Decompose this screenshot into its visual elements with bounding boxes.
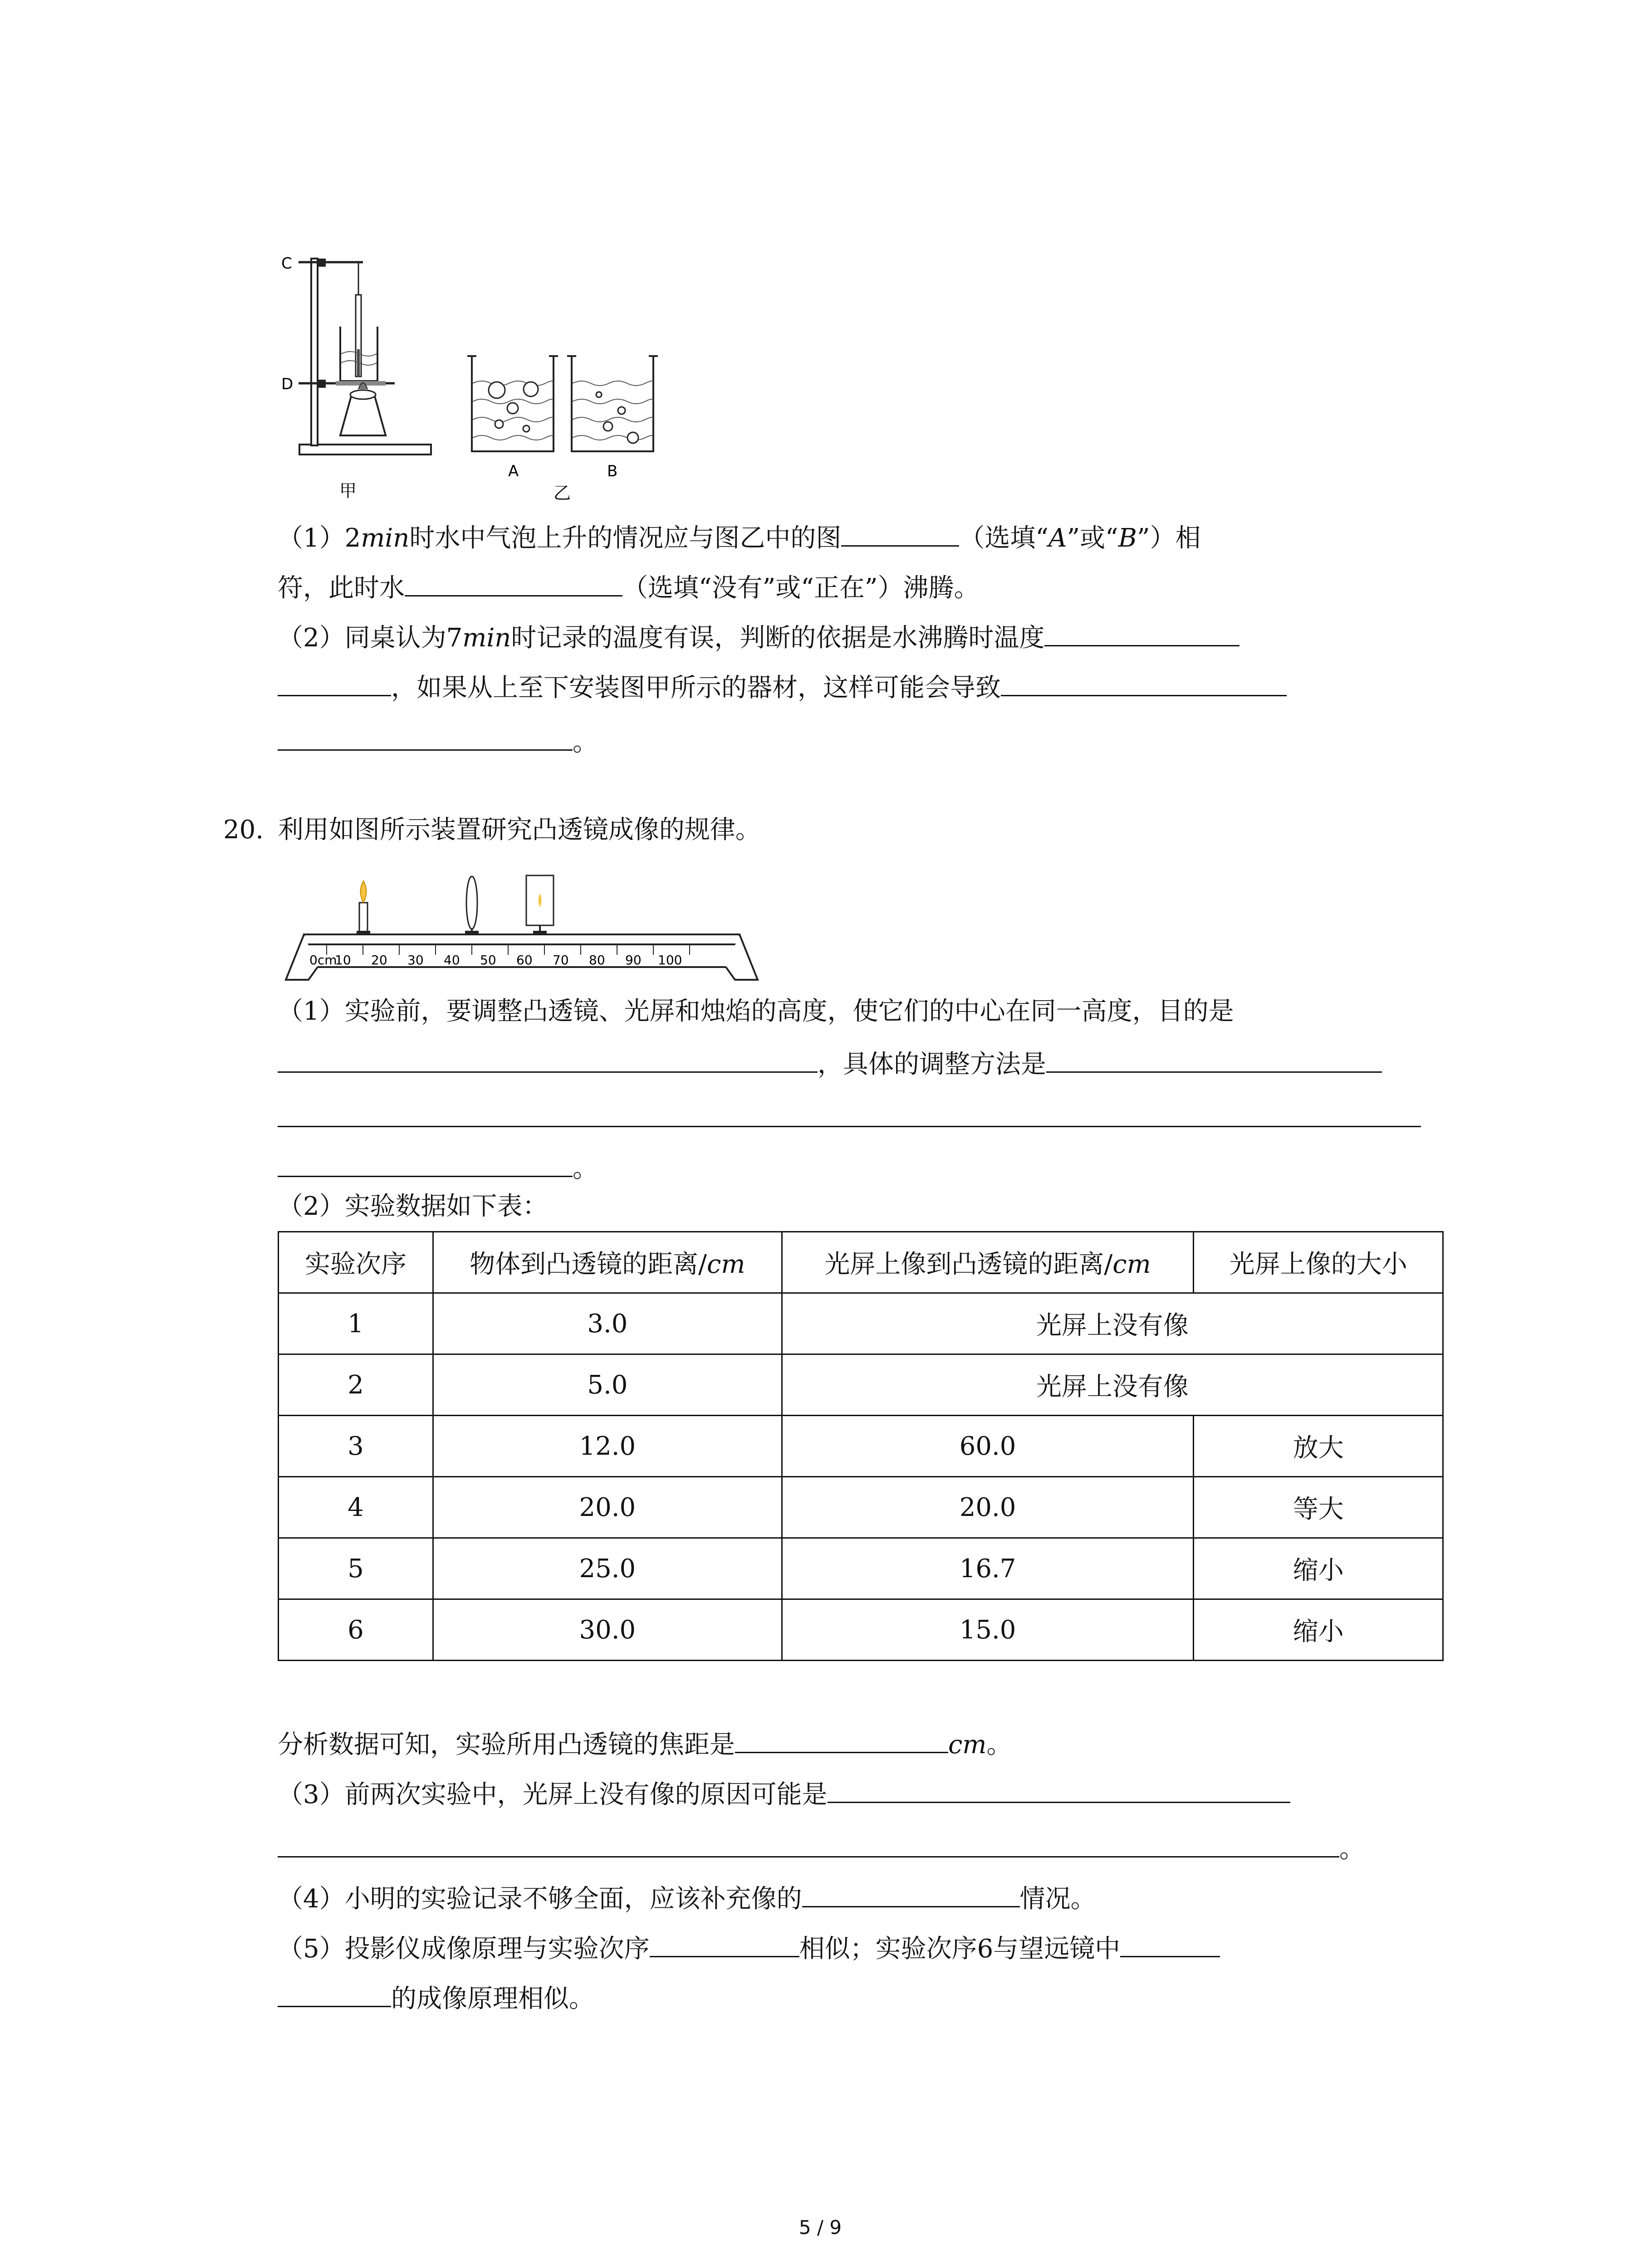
beaker-label-a: A	[508, 462, 519, 480]
table-row	[279, 1599, 1443, 1661]
ruler-label-100: 100	[658, 953, 682, 968]
q20-part4: （4）小明的实验记录不够全面，应该补充像的 情况。	[278, 1878, 1096, 1917]
q20-part5-line2: 的成像原理相似。	[278, 1978, 594, 2017]
q19-part2-line3: 。	[278, 721, 598, 761]
table-cell: 4	[279, 1477, 433, 1538]
answer-blank-q19-1[interactable]	[841, 517, 959, 547]
table-cell: 20.0	[433, 1477, 782, 1538]
table-row	[279, 1293, 1443, 1354]
table-cell: 缩小	[1194, 1538, 1443, 1599]
q20-part2-intro: （2）实验数据如下表：	[278, 1192, 548, 1221]
answer-blank-q19-3b[interactable]	[278, 667, 391, 696]
table-cell: 等大	[1194, 1477, 1443, 1538]
table-header: 物体到凸透镜的距离/cm	[433, 1232, 782, 1293]
stand-label-c: C	[281, 254, 292, 273]
answer-blank-q20-5c[interactable]	[278, 1978, 391, 2007]
table-header-row	[279, 1232, 1443, 1293]
q20-part1-line1: （1）实验前，要调整凸透镜、光屏和烛焰的高度，使它们的中心在同一高度，目的是	[278, 997, 1234, 1026]
table-cell: 3.0	[433, 1293, 782, 1354]
ruler-label-70: 70	[553, 953, 569, 968]
answer-blank-q20-4[interactable]	[802, 1878, 1020, 1907]
figure-boiling-apparatus	[272, 245, 681, 508]
table-cell: 光屏上没有像	[782, 1354, 1443, 1416]
ruler-label-10: 10	[335, 953, 351, 968]
q20-title: 20. 利用如图所示装置研究凸透镜成像的规律。	[223, 815, 761, 845]
stand-label-d: D	[281, 375, 294, 393]
answer-blank-q19-3a[interactable]	[1044, 617, 1239, 646]
ruler-label-0: 0cm	[309, 953, 337, 968]
q20-part1-line2: ，具体的调整方法是	[278, 1043, 1382, 1083]
figure-caption-jia: 甲	[339, 481, 357, 501]
table-cell: 2	[279, 1354, 433, 1416]
table-row	[279, 1477, 1443, 1538]
table-cell: 16.7	[782, 1538, 1194, 1599]
q20-focal-length-line: 分析数据可知，实验所用凸透镜的焦距是 cm。	[278, 1724, 1012, 1763]
answer-blank-q20-2b[interactable]	[278, 1098, 1421, 1127]
ruler-label-50: 50	[480, 953, 496, 968]
answer-blank-q20-3a[interactable]	[828, 1774, 1290, 1803]
q19-part1-line1: （1）2min时水中气泡上升的情况应与图乙中的图 （选填“A”或“B”）相	[278, 517, 1201, 557]
table-cell: 5	[279, 1538, 433, 1599]
answer-blank-q19-2[interactable]	[405, 567, 622, 596]
page-number: 5 / 9	[798, 2216, 842, 2239]
table-cell: 缩小	[1194, 1599, 1443, 1661]
ruler-label-30: 30	[407, 953, 424, 968]
table-cell: 5.0	[433, 1354, 782, 1416]
table-cell: 3	[279, 1416, 433, 1477]
q19-part2-line1: （2）同桌认为7min时记录的温度有误，判断的依据是水沸腾时温度	[278, 617, 1239, 656]
beaker-label-b: B	[607, 462, 618, 480]
q20-part3-line1: （3）前两次实验中，光屏上没有像的原因可能是	[278, 1774, 1290, 1813]
q19-part1-line2: 符，此时水 （选填“没有”或“正在”）沸腾。	[278, 567, 980, 606]
table-cell: 6	[279, 1599, 433, 1661]
table-cell: 1	[279, 1293, 433, 1354]
table-cell: 30.0	[433, 1599, 782, 1661]
q20-part3-line2: 。	[278, 1828, 1365, 1867]
table-header: 光屏上像到凸透镜的距离/cm	[782, 1232, 1194, 1293]
table-row	[279, 1538, 1443, 1599]
ruler-label-90: 90	[625, 953, 642, 968]
question-number: 20.	[223, 815, 264, 845]
table-row	[279, 1354, 1443, 1416]
table-cell: 60.0	[782, 1416, 1194, 1477]
table-cell: 光屏上没有像	[782, 1293, 1443, 1354]
experiment-data-table	[278, 1231, 1444, 1661]
answer-blank-q19-4b[interactable]	[278, 721, 573, 751]
table-cell: 15.0	[782, 1599, 1194, 1661]
ruler-label-60: 60	[516, 953, 533, 968]
ruler-label-80: 80	[589, 953, 605, 968]
q20-part1-line4: 。	[278, 1148, 598, 1187]
figure-optical-bench	[277, 871, 767, 989]
table-header: 实验次序	[279, 1232, 433, 1293]
answer-blank-q20-5a[interactable]	[650, 1928, 799, 1957]
q20-part1-line3	[278, 1098, 1421, 1137]
answer-blank-q20-2a[interactable]	[1046, 1043, 1382, 1073]
ruler-label-40: 40	[444, 953, 460, 968]
answer-blank-q20-focal[interactable]	[735, 1724, 948, 1753]
table-row	[279, 1416, 1443, 1477]
table-cell: 25.0	[433, 1538, 782, 1599]
figure-caption-yi: 乙	[554, 483, 571, 503]
ruler-label-20: 20	[371, 953, 387, 968]
table-cell: 20.0	[782, 1477, 1194, 1538]
answer-blank-q20-2c[interactable]	[278, 1148, 573, 1177]
table-cell: 放大	[1194, 1416, 1443, 1477]
answer-blank-q20-1[interactable]	[278, 1043, 818, 1073]
answer-blank-q20-5b[interactable]	[1120, 1928, 1220, 1957]
q20-part5-line1: （5）投影仪成像原理与实验次序 相似；实验次序6与望远镜中	[278, 1928, 1220, 1967]
answer-blank-q19-4a[interactable]	[1001, 667, 1287, 696]
table-header: 光屏上像的大小	[1194, 1232, 1443, 1293]
table-cell: 12.0	[433, 1416, 782, 1477]
q19-part2-line2: ，如果从上至下安装图甲所示的器材，这样可能会导致	[278, 667, 1287, 706]
answer-blank-q20-3b[interactable]	[278, 1828, 1339, 1857]
